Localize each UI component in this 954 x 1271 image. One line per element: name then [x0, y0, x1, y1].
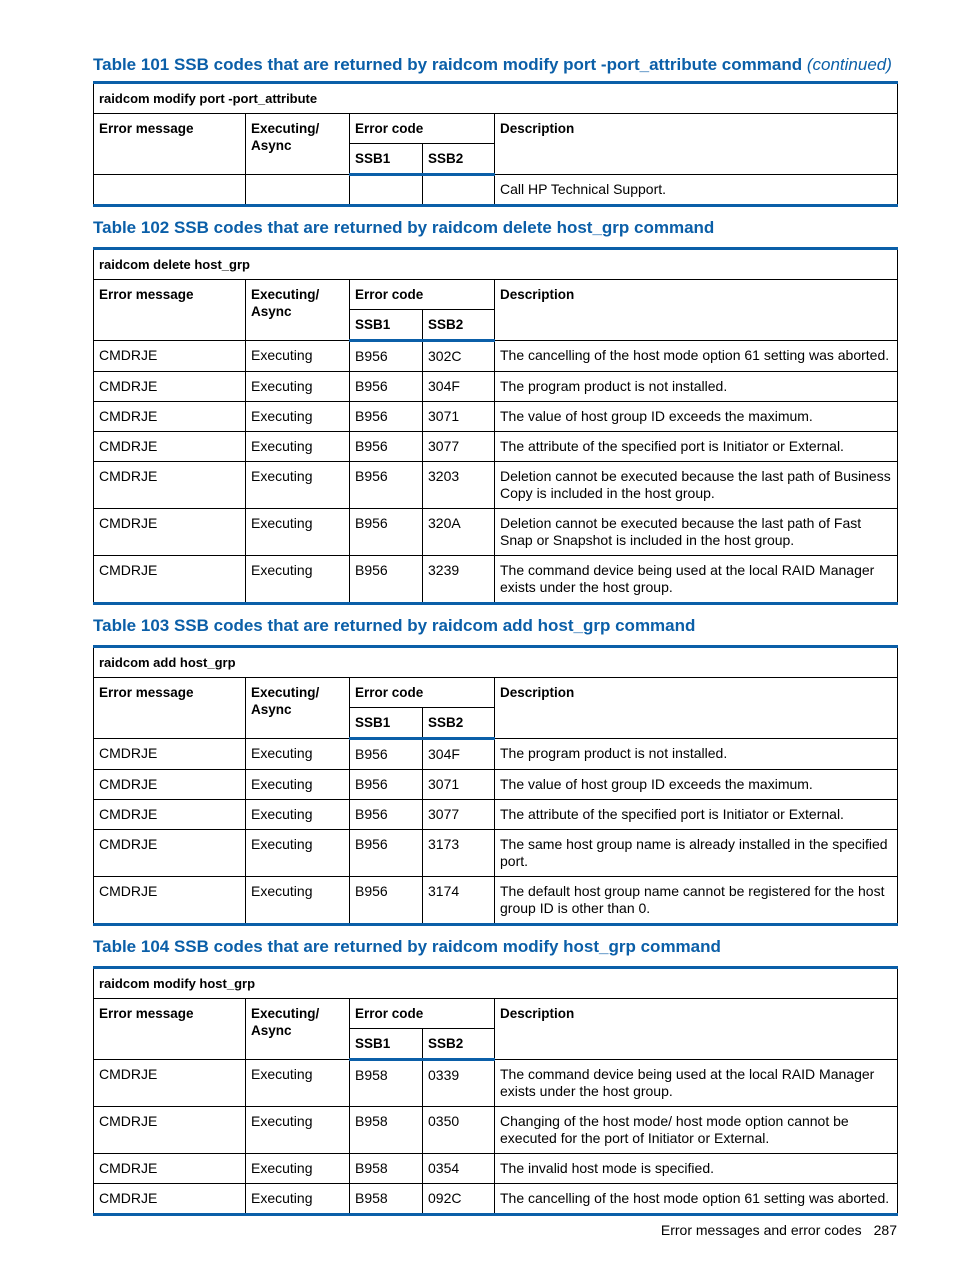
header-executing-async: Executing/ Async [246, 999, 350, 1060]
error-message-cell: CMDRJE [94, 800, 246, 830]
table-caption-text: Table 104 SSB codes that are returned by raidcom modify host_grp command [93, 937, 721, 956]
header-description: Description [495, 678, 898, 739]
table-row [94, 556, 898, 604]
description-cell: The program product is not installed. [495, 739, 898, 770]
description-cell: The command device being used at the local RAID Manager exists under the host group. [495, 1060, 898, 1107]
table-row [94, 341, 898, 372]
header-row [94, 114, 898, 144]
ssb2-cell: 0350 [423, 1107, 495, 1154]
error-message-cell: CMDRJE [94, 341, 246, 372]
error-message-cell: CMDRJE [94, 462, 246, 509]
executing-cell [246, 175, 350, 206]
executing-cell: Executing [246, 509, 350, 556]
table-row [94, 770, 898, 800]
table-caption [93, 54, 897, 76]
ssb1-cell: B958 [350, 1107, 423, 1154]
continued-label: (continued) [806, 55, 892, 74]
header-ssb1: SSB1 [350, 708, 423, 739]
error-message-cell: CMDRJE [94, 1060, 246, 1107]
header-description: Description [495, 280, 898, 341]
table-row [94, 432, 898, 462]
ssb2-cell: 3174 [423, 877, 495, 925]
table-caption [93, 936, 897, 958]
header-executing-async: Executing/ Async [246, 280, 350, 341]
error-message-cell: CMDRJE [94, 402, 246, 432]
table-caption [93, 615, 897, 637]
command-name-cell: raidcom add host_grp [94, 647, 898, 678]
error-message-cell: CMDRJE [94, 1154, 246, 1184]
header-error-message: Error message [94, 114, 246, 175]
description-cell: Deletion cannot be executed because the last path of Business Copy is included in the host group. [495, 462, 898, 509]
ssb-code-table [93, 247, 898, 605]
table-row [94, 175, 898, 206]
header-row [94, 280, 898, 310]
header-ssb1: SSB1 [350, 1029, 423, 1060]
description-cell: Deletion cannot be executed because the last path of Fast Snap or Snapshot is included in the host group. [495, 509, 898, 556]
header-error-code: Error code [350, 280, 495, 310]
header-row [94, 999, 898, 1029]
table-row [94, 800, 898, 830]
ssb2-cell [423, 175, 495, 206]
header-ssb2: SSB2 [423, 144, 495, 175]
ssb-code-table [93, 966, 898, 1216]
table-caption [93, 217, 897, 239]
command-name-cell: raidcom delete host_grp [94, 249, 898, 280]
ssb2-cell: 3077 [423, 800, 495, 830]
ssb2-cell: 3077 [423, 432, 495, 462]
executing-cell: Executing [246, 830, 350, 877]
description-cell: The value of host group ID exceeds the maximum. [495, 770, 898, 800]
error-message-cell: CMDRJE [94, 556, 246, 604]
ssb2-cell: 0339 [423, 1060, 495, 1107]
description-cell: The command device being used at the local RAID Manager exists under the host group. [495, 556, 898, 604]
ssb2-cell: 3239 [423, 556, 495, 604]
header-description: Description [495, 114, 898, 175]
error-message-cell: CMDRJE [94, 770, 246, 800]
ssb1-cell: B958 [350, 1184, 423, 1215]
ssb2-cell: 3173 [423, 830, 495, 877]
ssb1-cell: B956 [350, 770, 423, 800]
ssb2-cell: 304F [423, 372, 495, 402]
command-row [94, 83, 898, 114]
table-caption-text: Table 101 SSB codes that are returned by raidcom modify port -port_attribute command [93, 55, 803, 74]
executing-cell: Executing [246, 1060, 350, 1107]
header-ssb1: SSB1 [350, 144, 423, 175]
header-executing-async: Executing/ Async [246, 114, 350, 175]
executing-cell: Executing [246, 372, 350, 402]
header-error-code: Error code [350, 678, 495, 708]
executing-cell: Executing [246, 877, 350, 925]
table-row [94, 830, 898, 877]
ssb1-cell [350, 175, 423, 206]
error-message-cell: CMDRJE [94, 739, 246, 770]
ssb2-cell: 092C [423, 1184, 495, 1215]
ssb1-cell: B958 [350, 1154, 423, 1184]
ssb1-cell: B956 [350, 509, 423, 556]
table-row [94, 462, 898, 509]
header-error-message: Error message [94, 678, 246, 739]
ssb2-cell: 0354 [423, 1154, 495, 1184]
executing-cell: Executing [246, 402, 350, 432]
table-row [94, 877, 898, 925]
table-caption-text: Table 102 SSB codes that are returned by raidcom delete host_grp command [93, 218, 715, 237]
description-cell: The attribute of the specified port is Initiator or External. [495, 800, 898, 830]
description-cell: Call HP Technical Support. [495, 175, 898, 206]
header-error-code: Error code [350, 999, 495, 1029]
description-cell: The cancelling of the host mode option 61 setting was aborted. [495, 1184, 898, 1215]
table-caption-text: Table 103 SSB codes that are returned by raidcom add host_grp command [93, 616, 696, 635]
header-description: Description [495, 999, 898, 1060]
header-ssb2: SSB2 [423, 310, 495, 341]
ssb1-cell: B956 [350, 402, 423, 432]
error-message-cell [94, 175, 246, 206]
executing-cell: Executing [246, 462, 350, 509]
error-message-cell: CMDRJE [94, 432, 246, 462]
command-name-cell: raidcom modify port -port_attribute [94, 83, 898, 114]
description-cell: The same host group name is already installed in the specified port. [495, 830, 898, 877]
executing-cell: Executing [246, 556, 350, 604]
ssb1-cell: B956 [350, 739, 423, 770]
table-row [94, 1184, 898, 1215]
command-row [94, 968, 898, 999]
error-message-cell: CMDRJE [94, 830, 246, 877]
executing-cell: Executing [246, 432, 350, 462]
table-row [94, 1154, 898, 1184]
ssb-code-table [93, 645, 898, 926]
ssb1-cell: B956 [350, 877, 423, 925]
header-error-message: Error message [94, 280, 246, 341]
ssb1-cell: B956 [350, 462, 423, 509]
error-message-cell: CMDRJE [94, 1107, 246, 1154]
page-number: 287 [873, 1222, 897, 1238]
header-ssb2: SSB2 [423, 1029, 495, 1060]
executing-cell: Executing [246, 739, 350, 770]
ssb2-cell: 3203 [423, 462, 495, 509]
ssb-code-table [93, 81, 898, 207]
executing-cell: Executing [246, 341, 350, 372]
executing-cell: Executing [246, 770, 350, 800]
header-error-code: Error code [350, 114, 495, 144]
document-page [93, 54, 897, 1216]
command-row [94, 249, 898, 280]
description-cell: Changing of the host mode/ host mode option cannot be executed for the port of Initiator or External. [495, 1107, 898, 1154]
ssb1-cell: B956 [350, 372, 423, 402]
command-name-cell: raidcom modify host_grp [94, 968, 898, 999]
header-row [94, 678, 898, 708]
ssb1-cell: B956 [350, 432, 423, 462]
table-row [94, 372, 898, 402]
ssb2-cell: 302C [423, 341, 495, 372]
description-cell: The default host group name cannot be registered for the host group ID is other than 0. [495, 877, 898, 925]
error-message-cell: CMDRJE [94, 1184, 246, 1215]
ssb1-cell: B956 [350, 830, 423, 877]
table-row [94, 739, 898, 770]
table-row [94, 509, 898, 556]
error-message-cell: CMDRJE [94, 877, 246, 925]
description-cell: The program product is not installed. [495, 372, 898, 402]
header-ssb1: SSB1 [350, 310, 423, 341]
ssb1-cell: B956 [350, 341, 423, 372]
header-executing-async: Executing/ Async [246, 678, 350, 739]
table-row [94, 1060, 898, 1107]
header-error-message: Error message [94, 999, 246, 1060]
description-cell: The invalid host mode is specified. [495, 1154, 898, 1184]
executing-cell: Executing [246, 800, 350, 830]
error-message-cell: CMDRJE [94, 372, 246, 402]
description-cell: The attribute of the specified port is Initiator or External. [495, 432, 898, 462]
command-row [94, 647, 898, 678]
description-cell: The cancelling of the host mode option 61 setting was aborted. [495, 341, 898, 372]
table-row [94, 1107, 898, 1154]
executing-cell: Executing [246, 1184, 350, 1215]
executing-cell: Executing [246, 1107, 350, 1154]
executing-cell: Executing [246, 1154, 350, 1184]
ssb2-cell: 320A [423, 509, 495, 556]
header-ssb2: SSB2 [423, 708, 495, 739]
ssb1-cell: B958 [350, 1060, 423, 1107]
page-footer [93, 1222, 897, 1238]
footer-section-title: Error messages and error codes [660, 1222, 862, 1238]
description-cell: The value of host group ID exceeds the maximum. [495, 402, 898, 432]
ssb1-cell: B956 [350, 556, 423, 604]
ssb1-cell: B956 [350, 800, 423, 830]
ssb2-cell: 304F [423, 739, 495, 770]
table-row [94, 402, 898, 432]
ssb2-cell: 3071 [423, 770, 495, 800]
error-message-cell: CMDRJE [94, 509, 246, 556]
ssb2-cell: 3071 [423, 402, 495, 432]
